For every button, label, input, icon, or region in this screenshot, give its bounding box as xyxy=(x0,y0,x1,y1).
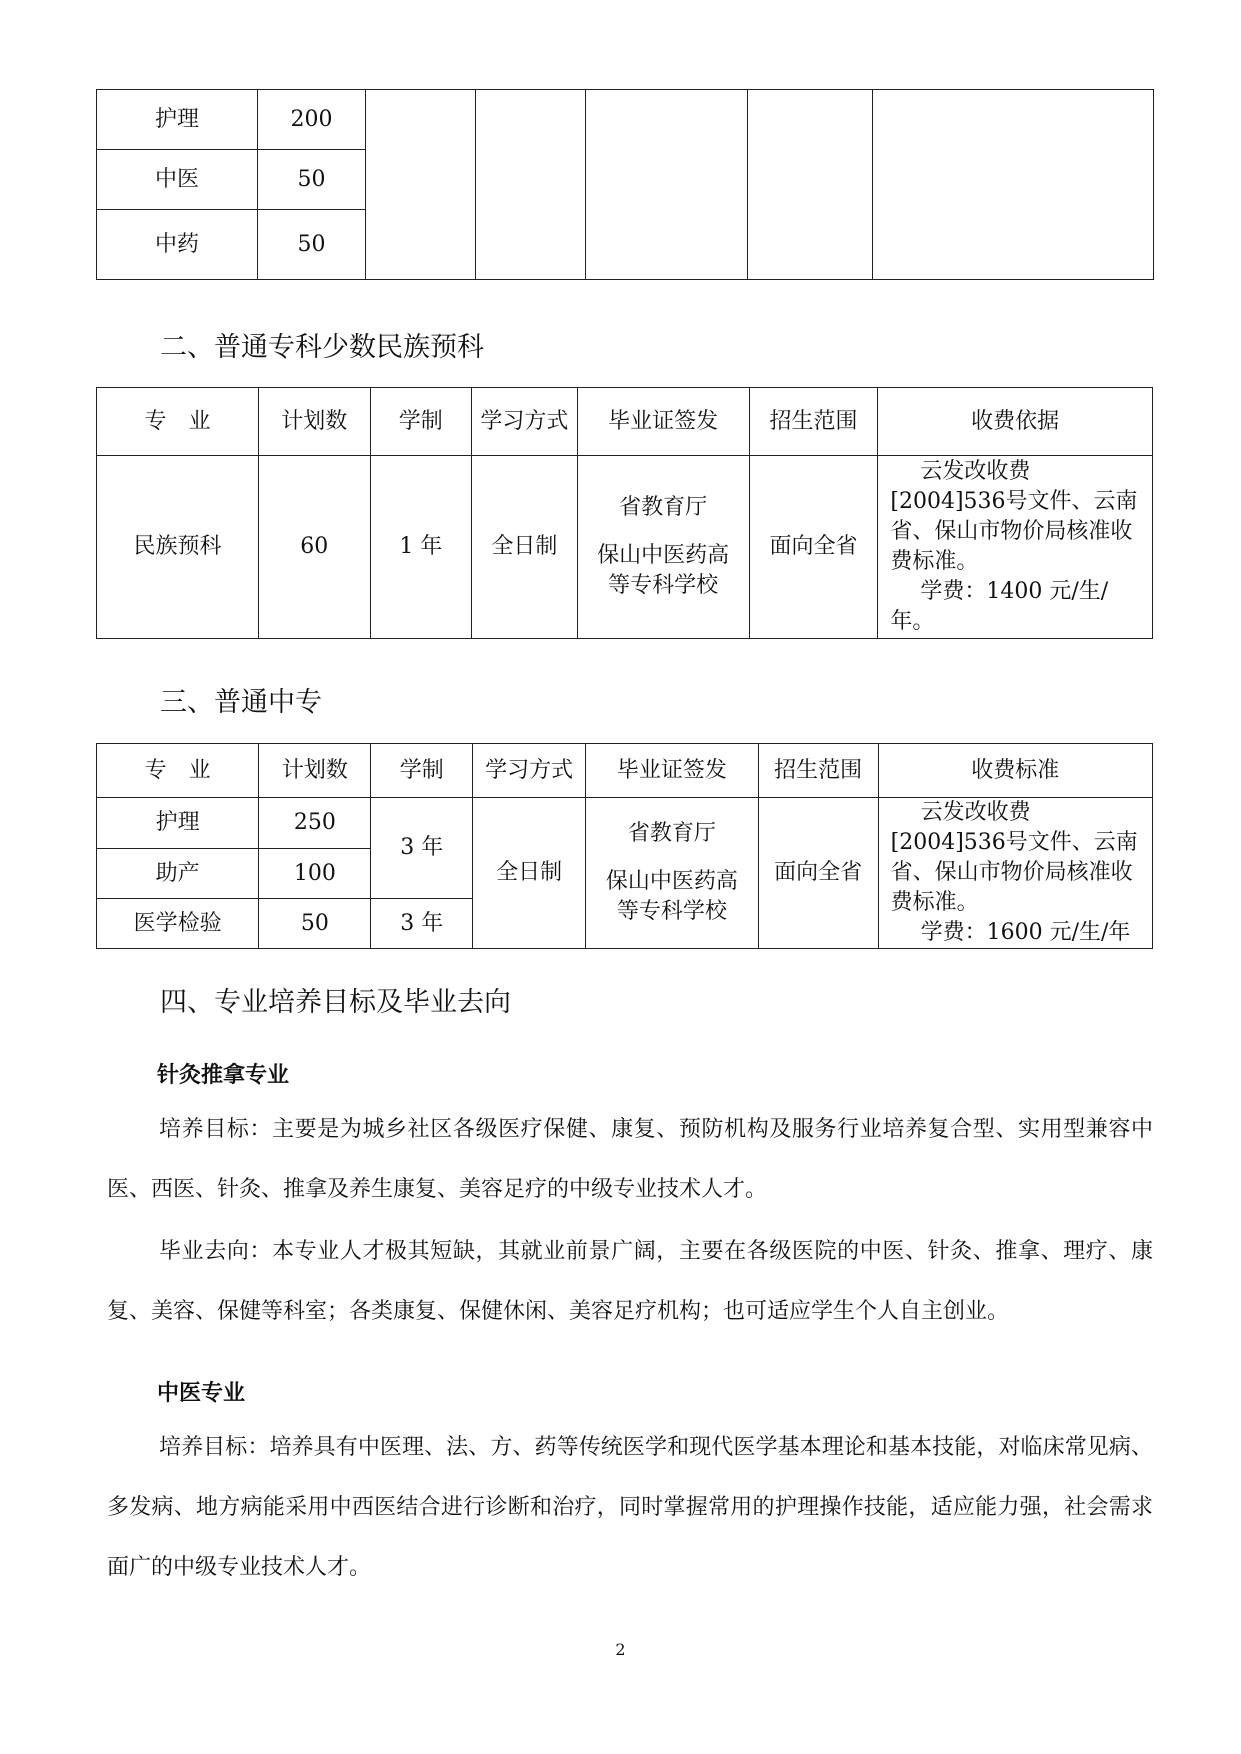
section-heading: 四、专业培养目标及毕业去向 xyxy=(160,987,511,1018)
fee-cell xyxy=(878,456,1153,639)
cert-issuer-2: 保山中医药高等专科学校 xyxy=(597,543,730,598)
column-header: 学习方式 xyxy=(473,744,586,798)
major-cell: 医学检验 xyxy=(97,899,259,949)
paragraph: 培养目标：培养具有中医理、法、方、药等传统医学和现代医学基本理论和基本技能，对临床常见病、多发病、地方病能采用中西医结合进行诊断和治疗，同时掌握常用的护理操作技能，适应能力强，社会需求面广的中级专业技术人才。 xyxy=(107,1435,1153,1580)
column-header: 招生范围 xyxy=(758,744,878,798)
column-header: 专 业 xyxy=(97,388,259,456)
count-cell: 50 xyxy=(258,150,366,210)
column-header: 计划数 xyxy=(259,744,371,798)
section-heading: 三、普通中专 xyxy=(160,687,322,718)
major-cell: 护理 xyxy=(97,798,259,849)
table-secondary xyxy=(96,743,1153,949)
fee-basis-text: 云发改收费[2004]536号文件、云南省、保山市物价局核准收费标准。 xyxy=(890,459,1138,574)
column-header: 招生范围 xyxy=(749,388,878,456)
mode-cell: 全日制 xyxy=(473,798,586,949)
fee-basis-text: 云发改收费[2004]536号文件、云南省、保山市物价局核准收费标准。 xyxy=(890,800,1138,915)
table-row xyxy=(97,90,1154,150)
major-cell: 中药 xyxy=(97,210,258,280)
page-number: 2 xyxy=(615,1640,626,1659)
major-cell: 民族预科 xyxy=(97,456,259,639)
major-cell: 护理 xyxy=(97,90,258,150)
column-header: 学习方式 xyxy=(472,388,578,456)
table-header-row xyxy=(97,744,1153,798)
fee-cell xyxy=(878,798,1152,949)
cert-issuer-1: 省教育厅 xyxy=(619,495,708,520)
table-header-row xyxy=(97,388,1153,456)
cert-issuer-1: 省教育厅 xyxy=(627,821,716,846)
empty-cell xyxy=(748,90,873,280)
subsection-heading: 中医专业 xyxy=(157,1381,246,1406)
count-cell: 50 xyxy=(259,899,371,949)
column-header: 收费标准 xyxy=(878,744,1152,798)
table-row xyxy=(97,456,1153,639)
section-heading: 二、普通专科少数民族预科 xyxy=(160,332,484,363)
duration-cell: 3 年 xyxy=(371,899,473,949)
empty-cell xyxy=(873,90,1154,280)
table-continuation xyxy=(96,89,1154,280)
column-header: 毕业证签发 xyxy=(577,388,749,456)
count-cell: 250 xyxy=(259,798,371,849)
table-row xyxy=(97,798,1153,849)
subsection-heading: 针灸推拿专业 xyxy=(157,1063,290,1088)
column-header: 专 业 xyxy=(97,744,259,798)
empty-cell xyxy=(476,90,586,280)
column-header: 计划数 xyxy=(258,388,370,456)
table-preparatory xyxy=(96,387,1153,639)
empty-cell xyxy=(366,90,476,280)
cert-cell xyxy=(577,456,749,639)
major-cell: 中医 xyxy=(97,150,258,210)
scope-cell: 面向全省 xyxy=(749,456,878,639)
count-cell: 60 xyxy=(258,456,370,639)
column-header: 毕业证签发 xyxy=(586,744,758,798)
scope-cell: 面向全省 xyxy=(758,798,878,949)
fee-amount-text: 学费：1600 元/生/年 xyxy=(920,920,1131,945)
duration-cell: 3 年 xyxy=(371,798,473,899)
duration-cell: 1 年 xyxy=(370,456,472,639)
mode-cell: 全日制 xyxy=(472,456,578,639)
cert-issuer-2: 保山中医药高等专科学校 xyxy=(605,869,738,924)
cert-cell xyxy=(586,798,758,949)
fee-amount-text: 学费：1400 元/生/年。 xyxy=(890,579,1109,634)
major-cell: 助产 xyxy=(97,849,259,899)
column-header: 学制 xyxy=(371,744,473,798)
count-cell: 200 xyxy=(258,90,366,150)
count-cell: 50 xyxy=(258,210,366,280)
paragraph: 培养目标：主要是为城乡社区各级医疗保健、康复、预防机构及服务行业培养复合型、实用型兼容中医、西医、针灸、推拿及养生康复、美容足疗的中级专业技术人才。 xyxy=(107,1117,1153,1202)
count-cell: 100 xyxy=(259,849,371,899)
column-header: 学制 xyxy=(370,388,472,456)
empty-cell xyxy=(586,90,748,280)
paragraph: 毕业去向：本专业人才极其短缺，其就业前景广阔，主要在各级医院的中医、针灸、推拿、理疗、康复、美容、保健等科室；各类康复、保健休闲、美容足疗机构；也可适应学生个人自主创业。 xyxy=(107,1239,1153,1324)
column-header: 收费依据 xyxy=(878,388,1153,456)
